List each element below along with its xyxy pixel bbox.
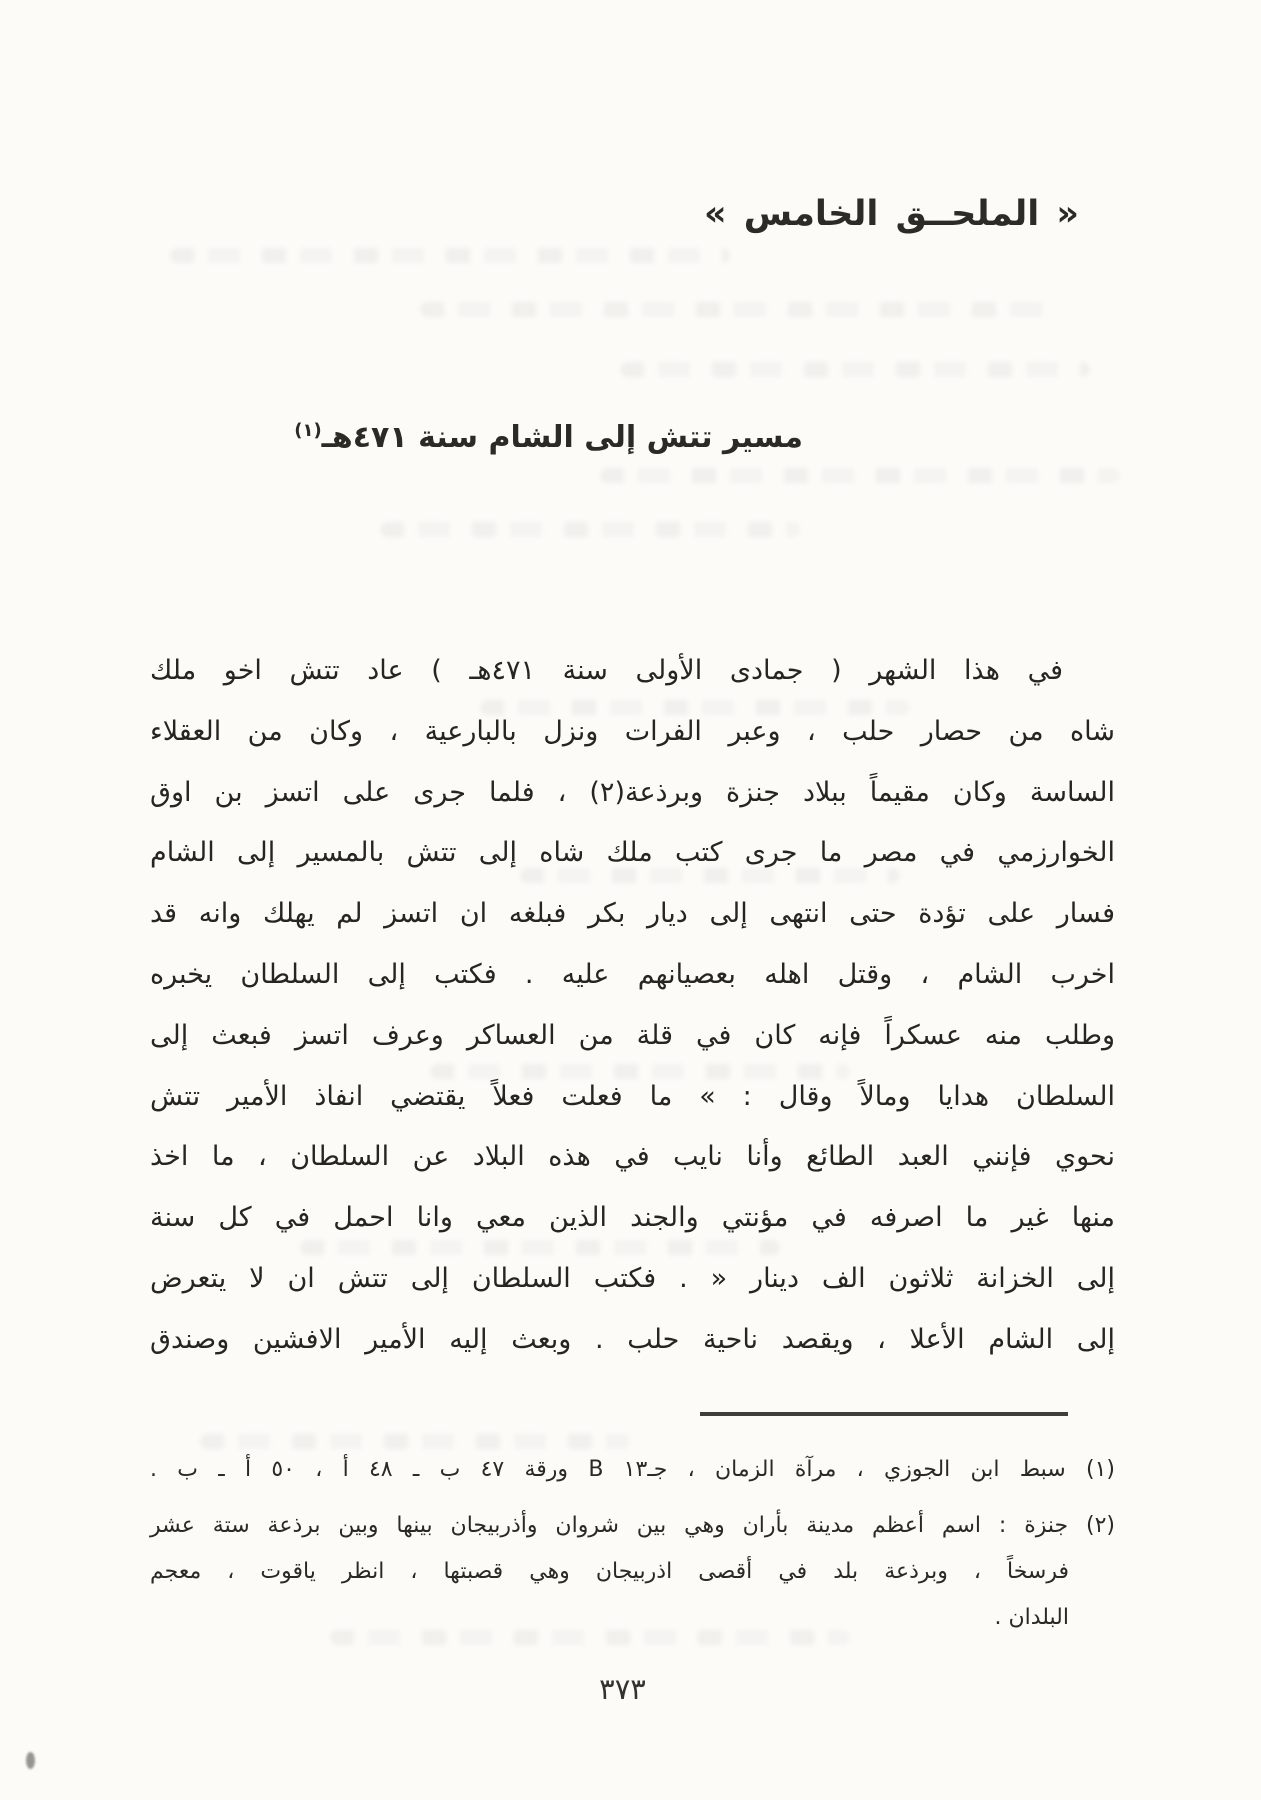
- body-line: السلطان هدايا ومالاً وقال : » ما فعلت فعلاً يقتضي انفاذ الأمير تتش: [150, 1080, 1115, 1112]
- bleed-through-artifact: [600, 468, 1120, 483]
- footnote-line: البلدان .: [994, 1605, 1069, 1630]
- footnote-line: (٢) جنزة : اسم أعظم مدينة بأران وهي بين شروان وأذربيجان بينها وبين برذعة ستة عشر: [150, 1513, 1115, 1538]
- chapter-heading: [294, 420, 803, 455]
- heading-footnote-ref: (١): [294, 420, 322, 441]
- bleed-through-artifact: [420, 302, 1060, 317]
- body-line: إلى الشام الأعلا ، ويقصد ناحية حلب . وبعث إليه الأمير الافشين وصندق: [150, 1323, 1115, 1355]
- body-line: إلى الخزانة ثلاثون الف دينار « . فكتب السلطان إلى تتش ان لا يتعرض: [150, 1262, 1115, 1294]
- footnote-line: (١) سبط ابن الجوزي ، مرآة الزمان ، جـ١٣ B ورقة ٤٧ ب ـ ٤٨ أ ، ٥٠ أ ـ ب .: [150, 1457, 1115, 1482]
- body-line: وطلب منه عسكراً فإنه كان في قلة من العساكر وعرف اتسز فبعث إلى: [150, 1019, 1115, 1051]
- ink-speck: [26, 1752, 35, 1769]
- bleed-through-artifact: [200, 1434, 630, 1449]
- body-line: شاه من حصار حلب ، وعبر الفرات ونزل بالبارعية ، وكان من العقلاء: [150, 715, 1115, 747]
- body-line: نحوي فإنني العبد الطائع وأنا نايب في هذه البلاد عن السلطان ، ما اخذ: [150, 1141, 1115, 1173]
- body-line: اخرب الشام ، وقتل اهله بعصيانهم عليه . فكتب إلى السلطان يخبره: [150, 958, 1115, 990]
- footnote-line: فرسخاً ، وبرذعة بلد في أقصى اذربيجان وهي قصبتها ، انظر ياقوت ، معجم: [150, 1559, 1069, 1584]
- chapter-heading-text: مسير تتش إلى الشام سنة ٤٧١هـ: [321, 420, 803, 455]
- bleed-through-artifact: [380, 522, 800, 537]
- footnote-1: [150, 1452, 1115, 1488]
- bleed-through-artifact: [620, 362, 1090, 377]
- body-paragraph: [150, 641, 1115, 1371]
- appendix-title: « الملحــق الخامس »: [703, 194, 1079, 234]
- footnote-2: [150, 1503, 1115, 1641]
- body-line: منها غير ما اصرفه في مؤنتي والجند الذين معي وانا احمل في كل سنة: [150, 1202, 1115, 1234]
- body-line: في هذا الشهر ( جمادى الأولى سنة ٤٧١هـ ) عاد تتش اخو ملك: [150, 655, 1063, 686]
- body-line: الخوارزمي في مصر ما جرى كتب ملك شاه إلى تتش بالمسير إلى الشام: [150, 837, 1115, 869]
- body-line: الساسة وكان مقيماً ببلاد جنزة وبرذعة(٢) ، فلما جرى على اتسز بن اوق: [150, 776, 1116, 808]
- page-number: ٣٧٣: [599, 1672, 646, 1706]
- footnote-separator-rule: [700, 1412, 1068, 1416]
- body-line: فسار على تؤدة حتى انتهى إلى ديار بكر فبلغه ان اتسز لم يهلك وانه قد: [150, 898, 1115, 930]
- bleed-through-artifact: [170, 248, 730, 263]
